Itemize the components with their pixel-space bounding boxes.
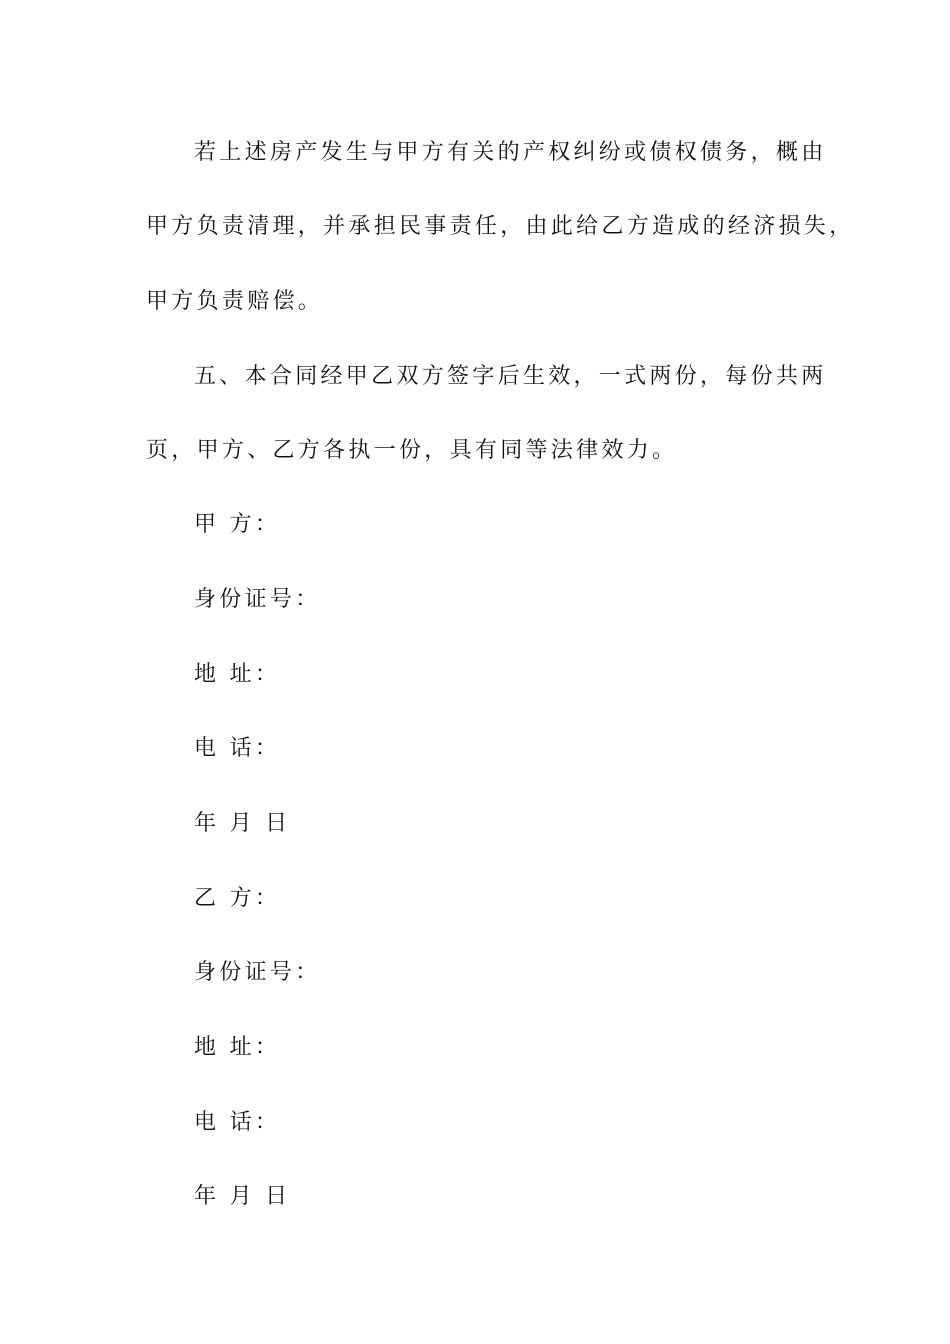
paragraph-effect-line-1: 五、本合同经甲乙双方签字后生效，一式两份，每份共两 (194, 364, 827, 389)
party-a-id-label: 身份证号： (194, 587, 321, 612)
party-b-id-label: 身份证号： (194, 960, 321, 985)
party-a-address-label: 地 址： (194, 662, 281, 687)
party-a-phone-label: 电 话： (194, 736, 281, 761)
party-a-label: 甲 方： (194, 512, 281, 537)
party-b-phone-label: 电 话： (194, 1110, 281, 1135)
paragraph-liability-line-3: 甲方负责赔偿。 (146, 289, 324, 314)
paragraph-liability-line-2: 甲方负责清理，并承担民事责任，由此给乙方造成的经济损失， (146, 214, 855, 239)
party-b-label: 乙 方： (194, 886, 281, 911)
party-b-date-label: 年 月 日 (194, 1184, 291, 1209)
paragraph-effect-line-2: 页，甲方、乙方各执一份，具有同等法律效力。 (146, 438, 678, 463)
paragraph-liability-line-1: 若上述房产发生与甲方有关的产权纠纷或债权债务，概由 (194, 140, 827, 165)
party-b-address-label: 地 址： (194, 1035, 281, 1060)
party-a-date-label: 年 月 日 (194, 811, 291, 836)
